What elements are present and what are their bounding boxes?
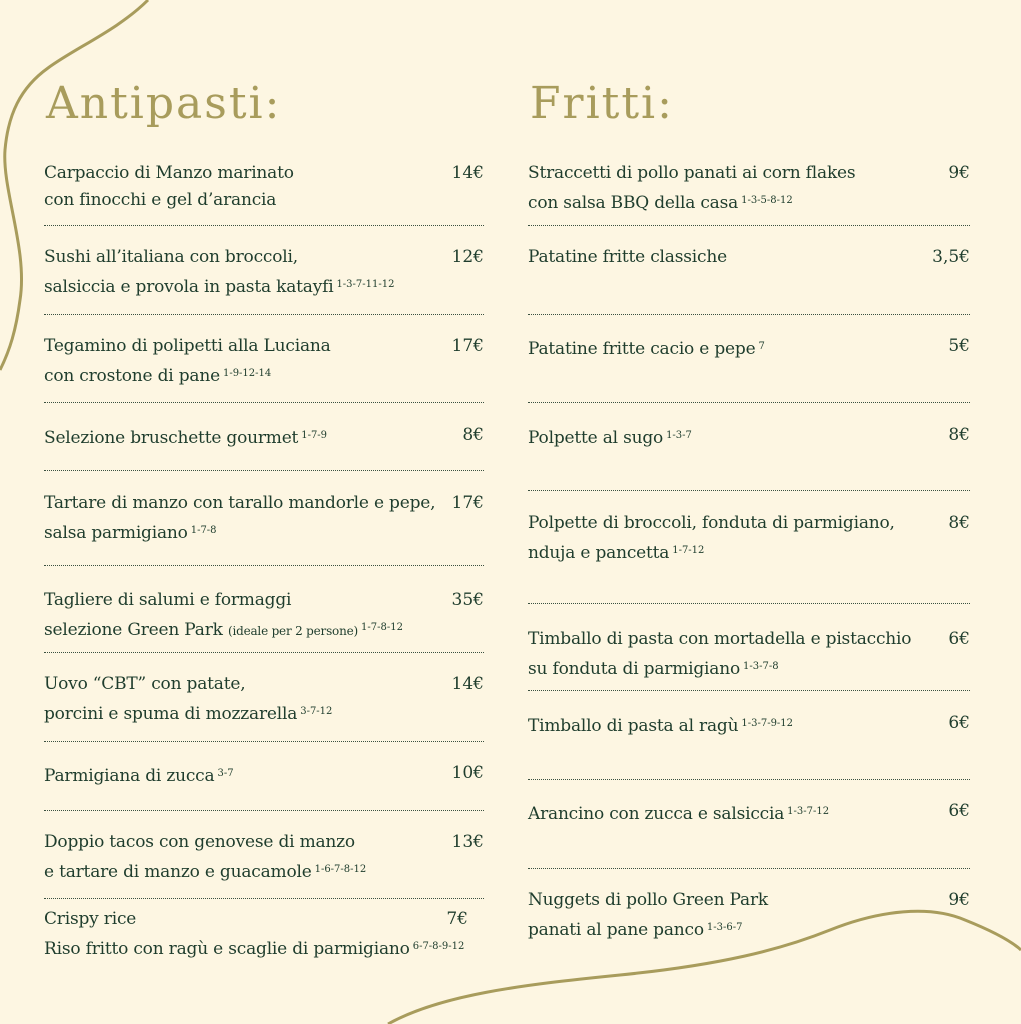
menu-item-price: 12€	[451, 247, 484, 267]
menu-item-text: salsa parmigiano	[44, 523, 188, 543]
menu-item-price: 6€	[948, 801, 970, 821]
menu-item-line2	[44, 614, 424, 645]
menu-item-line2	[44, 187, 424, 214]
allergen-codes: 6-7-8-9-12	[412, 941, 465, 952]
menu-item-price: 7€	[446, 909, 468, 929]
menu-item-text: Patatine fritte classiche	[528, 247, 727, 267]
dotted-separator	[528, 603, 970, 604]
menu-item-text: selezione Green Park	[44, 620, 223, 640]
dotted-separator	[528, 690, 970, 691]
menu-item-name	[528, 510, 910, 567]
menu-item-price: 8€	[948, 513, 970, 533]
menu-item	[528, 887, 970, 944]
menu-item-name	[44, 244, 424, 301]
menu-item-price: 6€	[948, 713, 970, 733]
menu-item-price: 17€	[451, 493, 484, 513]
allergen-codes: 3-7-12	[300, 706, 333, 717]
menu-item-text: Tartare di manzo con tarallo mandorle e pepe,	[44, 493, 436, 513]
allergen-codes: 1-7-8	[190, 525, 217, 536]
allergen-codes: 1-7-12	[672, 545, 705, 556]
menu-item-price: 9€	[948, 163, 970, 183]
menu-item-line1	[44, 244, 424, 271]
menu-item-text: Straccetti di pollo panati ai corn flakes	[528, 163, 856, 183]
menu-item-text: Doppio tacos con genovese di manzo	[44, 832, 355, 852]
menu-item	[44, 160, 484, 214]
menu-item-price: 35€	[451, 590, 484, 610]
menu-item-text: porcini e spuma di mozzarella	[44, 704, 298, 724]
menu-item-line1	[44, 906, 424, 933]
dotted-separator	[528, 779, 970, 780]
menu-item-line2	[528, 653, 910, 683]
dotted-separator	[528, 402, 970, 403]
menu-item-name	[528, 244, 910, 271]
menu-item-price: 5€	[948, 336, 970, 356]
menu-item	[528, 798, 970, 828]
menu-item-name	[44, 760, 424, 790]
menu-item-line2	[44, 856, 424, 886]
menu-item-line1	[528, 798, 910, 828]
menu-item-name	[528, 798, 910, 828]
menu-item	[44, 587, 484, 645]
allergen-codes: 1-3-7	[666, 430, 692, 441]
menu-item-text: Uovo “CBT” con patate,	[44, 674, 246, 694]
menu-item-line2	[44, 933, 465, 963]
allergen-codes: 1-3-7-9-12	[741, 718, 794, 729]
menu-item-text: Crispy rice	[44, 909, 137, 929]
menu-item	[528, 422, 970, 452]
menu-item-name	[528, 626, 910, 683]
dotted-separator	[528, 314, 970, 315]
menu-item	[528, 333, 970, 363]
dotted-separator	[44, 652, 484, 653]
menu-item-price: 10€	[451, 763, 484, 783]
dotted-separator	[44, 470, 484, 471]
menu-item-line2	[528, 187, 910, 217]
menu-item-price: 14€	[451, 163, 484, 183]
menu-item	[528, 160, 970, 217]
menu-item-line1	[44, 160, 424, 187]
menu-item-name	[44, 333, 424, 390]
dotted-separator	[44, 565, 484, 566]
menu-item-name	[528, 887, 910, 944]
menu-item-line1	[528, 160, 910, 187]
allergen-codes: 1-6-7-8-12	[314, 864, 367, 875]
menu-item	[44, 333, 484, 390]
dotted-separator	[528, 868, 970, 869]
menu-item-text: nduja e pancetta	[528, 543, 670, 563]
menu-item	[44, 906, 484, 963]
allergen-codes: 1-7-8-12	[360, 622, 403, 633]
menu-item-line1	[528, 626, 910, 653]
menu-item-text: Parmigiana di zucca	[44, 766, 215, 786]
menu-item-price: 13€	[451, 832, 484, 852]
menu-item-name	[528, 160, 910, 217]
allergen-codes: 1-3-7-12	[787, 806, 830, 817]
menu-item-line2	[528, 914, 910, 944]
menu-item-line1	[44, 587, 424, 614]
menu-item-line1	[44, 490, 436, 517]
fritti-title: Fritti:	[530, 78, 674, 129]
menu-item-line1	[44, 333, 424, 360]
menu-item-text: con salsa BBQ della casa	[528, 193, 739, 213]
menu-item-text: Timballo di pasta con mortadella e pistacchio	[528, 629, 912, 649]
menu-item-line1	[528, 422, 910, 452]
menu-item-line1	[528, 333, 910, 363]
dotted-separator	[44, 898, 484, 899]
menu-item-name	[44, 671, 424, 728]
menu-item-text: Nuggets di pollo Green Park	[528, 890, 768, 910]
menu-item-line2	[44, 271, 424, 301]
menu-item	[44, 490, 484, 547]
menu-item-note: (ideale per 2 persone)	[227, 624, 358, 638]
menu-item	[44, 671, 484, 728]
menu-item	[528, 710, 970, 740]
menu-item-text: su fonduta di parmigiano	[528, 659, 741, 679]
allergen-codes: 3-7	[217, 768, 234, 779]
allergen-codes: 1-3-5-8-12	[741, 195, 793, 206]
menu-item-price: 3,5€	[932, 247, 970, 267]
allergen-codes: 1-7-9	[301, 430, 328, 441]
menu-item-price: 17€	[451, 336, 484, 356]
menu-item-line1	[528, 710, 910, 740]
menu-item-price: 8€	[948, 425, 970, 445]
menu-item-line1	[528, 887, 910, 914]
menu-item-name	[44, 906, 465, 963]
menu-item-text: con crostone di pane	[44, 366, 220, 386]
allergen-codes: 1-3-7-11-12	[336, 279, 395, 290]
dotted-separator	[528, 225, 970, 226]
menu-item-name	[44, 829, 424, 886]
dotted-separator	[44, 741, 484, 742]
menu-item-text: Tagliere di salumi e formaggi	[44, 590, 292, 610]
allergen-codes: 7	[758, 341, 765, 352]
menu-item-line2	[528, 537, 910, 567]
menu-item-line2	[44, 360, 424, 390]
menu-item-name	[528, 333, 910, 363]
menu-item-text: Polpette di broccoli, fonduta di parmigiano,	[528, 513, 895, 533]
menu-item-text: Patatine fritte cacio e pepe	[528, 339, 756, 359]
antipasti-title: Antipasti:	[46, 78, 282, 129]
menu-item-text: Carpaccio di Manzo marinato	[44, 163, 294, 183]
dotted-separator	[528, 490, 970, 491]
menu-item	[44, 422, 484, 452]
menu-item-text: salsiccia e provola in pasta katayfi	[44, 277, 334, 297]
menu-item-price: 6€	[948, 629, 970, 649]
menu-item-line1	[528, 244, 910, 271]
menu-item-line2	[44, 698, 424, 728]
menu-item-line1	[44, 760, 424, 790]
menu-item	[44, 244, 484, 301]
menu-item	[44, 760, 484, 790]
menu-item-name	[528, 422, 910, 452]
menu-item-line1	[528, 510, 910, 537]
menu-item-price: 8€	[462, 425, 484, 445]
menu-item-line2	[44, 517, 424, 547]
menu-item-text: e tartare di manzo e guacamole	[44, 862, 312, 882]
menu-item-text: Riso fritto con ragù e scaglie di parmigiano	[44, 939, 410, 959]
menu-item-price: 14€	[451, 674, 484, 694]
menu-item-text: Timballo di pasta al ragù	[528, 716, 739, 736]
menu-item-name	[44, 160, 424, 214]
menu-item-name	[44, 587, 424, 645]
menu-item-name	[528, 710, 910, 740]
menu-item-text: Arancino con zucca e salsiccia	[528, 804, 785, 824]
menu-item-text: Tegamino di polipetti alla Luciana	[44, 336, 331, 356]
menu-item-text: Selezione bruschette gourmet	[44, 428, 299, 448]
allergen-codes: 1-3-6-7	[706, 922, 743, 933]
menu-item	[528, 244, 970, 271]
menu-item-line1	[44, 422, 424, 452]
dotted-separator	[44, 402, 484, 403]
menu-item-line1	[44, 671, 424, 698]
menu-item-text: panati al pane panco	[528, 920, 704, 940]
menu-item-price: 9€	[948, 890, 970, 910]
menu-item	[44, 829, 484, 886]
menu-item-text: con finocchi e gel d’arancia	[44, 190, 277, 210]
menu-item-name	[44, 422, 424, 452]
allergen-codes: 1-9-12-14	[222, 368, 272, 379]
menu-item-line1	[44, 829, 424, 856]
menu-item-text: Sushi all’italiana con broccoli,	[44, 247, 298, 267]
menu-item	[528, 626, 970, 683]
allergen-codes: 1-3-7-8	[743, 661, 779, 672]
dotted-separator	[44, 314, 484, 315]
dotted-separator	[44, 225, 484, 226]
menu-item-name	[44, 490, 436, 547]
menu-item-text: Polpette al sugo	[528, 428, 664, 448]
menu-item	[528, 510, 970, 567]
dotted-separator	[44, 810, 484, 811]
